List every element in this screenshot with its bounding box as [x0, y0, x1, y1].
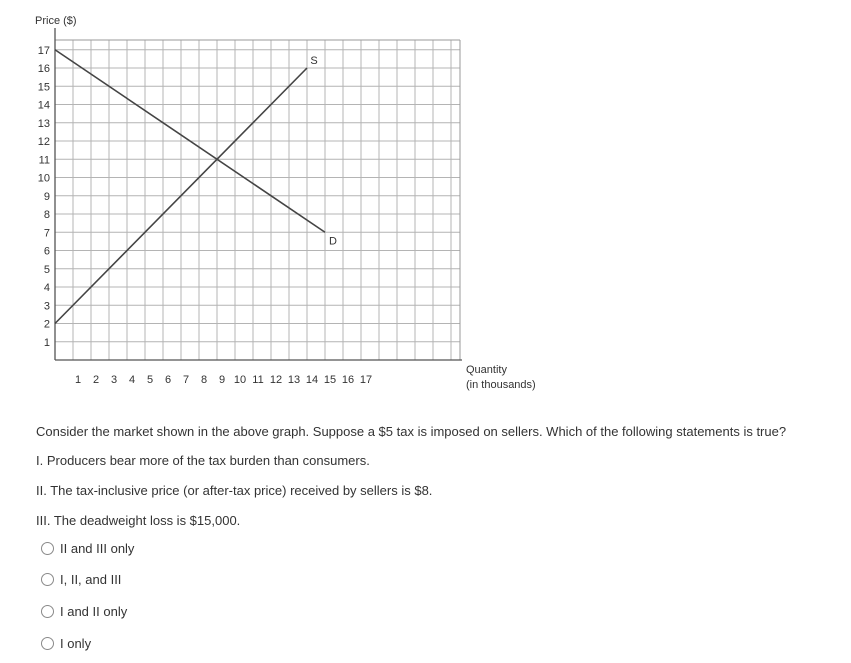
x-tick-label: 15	[323, 374, 337, 386]
y-tick-label: 16	[37, 63, 50, 75]
x-tick-label: 10	[233, 374, 247, 386]
statement-2: II. The tax-inclusive price (or after-tax price) received by sellers is $8.	[36, 483, 433, 498]
y-tick-label: 8	[43, 209, 50, 221]
x-tick-label: 9	[218, 374, 226, 386]
y-tick-label: 15	[37, 81, 50, 94]
chart-curves	[55, 50, 337, 324]
y-tick-label: 11	[38, 154, 50, 167]
y-tick-label: 12	[37, 136, 50, 148]
y-tick-label: 14	[37, 99, 50, 112]
y-tick-label: 3	[43, 300, 50, 313]
y-tick-label: 10	[37, 172, 50, 185]
radio-button-icon[interactable]	[41, 542, 54, 555]
y-tick-label: 1	[43, 336, 50, 349]
x-tick-label: 17	[359, 374, 373, 386]
x-tick-label: 13	[287, 374, 301, 386]
option-i-ii-and-iii[interactable]	[41, 571, 121, 588]
x-tick-label: 12	[269, 374, 283, 386]
radio-button-icon[interactable]	[41, 573, 54, 586]
option-i-only[interactable]	[41, 635, 91, 652]
option-i-and-ii-only[interactable]	[41, 603, 127, 620]
x-tick-label: 11	[252, 374, 264, 386]
y-tick-label: 5	[43, 263, 50, 276]
y-tick-label: 2	[43, 318, 50, 331]
option-label: II and III only	[60, 541, 135, 556]
x-tick-label: 8	[200, 374, 208, 386]
y-tick-label: 13	[37, 117, 50, 130]
option-label: I only	[60, 636, 92, 651]
curve-label-d: D	[329, 235, 337, 248]
statement-1: I. Producers bear more of the tax burden than consumers.	[36, 453, 370, 468]
y-tick-label: 6	[43, 245, 50, 258]
y-tick-label: 7	[43, 227, 50, 240]
statement-3: III. The deadweight loss is $15,000.	[36, 513, 241, 528]
chart-grid	[55, 40, 460, 360]
x-tick-label: 16	[341, 374, 355, 386]
x-tick-label: 4	[128, 374, 136, 386]
chart-ticks	[38, 45, 372, 386]
x-axis-subtitle: (in thousands)	[466, 379, 536, 391]
y-tick-label: 9	[43, 190, 50, 203]
radio-button-icon[interactable]	[41, 605, 54, 618]
y-axis-title: Price ($)	[35, 15, 77, 27]
option-label: I and II only	[60, 604, 128, 619]
x-tick-label: 6	[164, 374, 172, 386]
y-tick-label: 4	[43, 282, 50, 294]
option-ii-and-iii-only[interactable]	[41, 540, 134, 557]
curve-label-s: S	[310, 55, 318, 67]
x-axis-title: Quantity	[466, 364, 507, 376]
radio-button-icon[interactable]	[41, 637, 54, 650]
x-tick-label: 7	[182, 374, 190, 386]
x-tick-label: 3	[110, 374, 118, 386]
option-label: I, II, and III	[60, 572, 122, 587]
x-tick-label: 14	[305, 374, 319, 386]
x-tick-label: 1	[74, 374, 82, 386]
chart-axes	[55, 28, 462, 360]
y-tick-label: 17	[37, 44, 50, 57]
question-prompt: Consider the market shown in the above graph. Suppose a $5 tax is imposed on sellers. Which of the following statements is true?	[36, 424, 787, 439]
x-tick-label: 2	[92, 374, 100, 386]
x-tick-label: 5	[146, 374, 154, 386]
